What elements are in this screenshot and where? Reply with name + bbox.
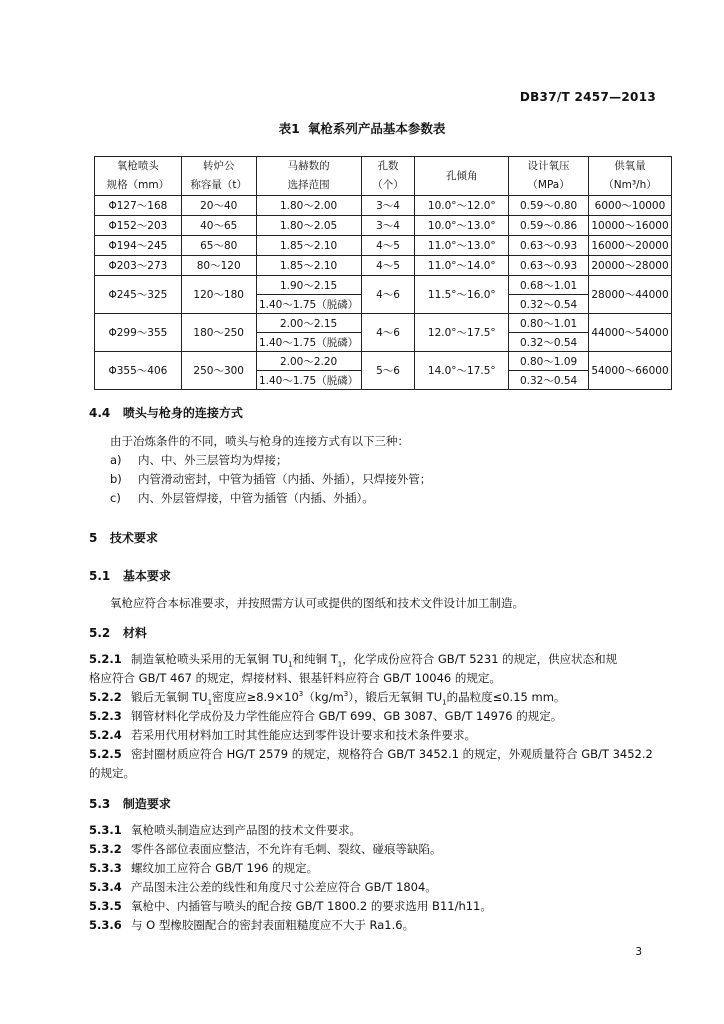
- flow-cell: 6000～10000: [588, 196, 671, 216]
- table-caption: [0, 119, 724, 137]
- pressure-cell: 0.80～1.09: [509, 352, 589, 371]
- paragraph-5-2-1-continued: 格应符合 GB/T 467 的规定，焊接材料、银基钎料应符合 GB/T 10046 的规定。: [89, 671, 501, 685]
- header-cell-angle: 孔倾角: [415, 157, 509, 196]
- capacity-cell: 180～250: [181, 314, 256, 352]
- table-row: [95, 276, 672, 295]
- flow-cell: 44000～54000: [588, 314, 671, 352]
- holes-cell: 4～5: [361, 256, 415, 276]
- parameter-table: [94, 156, 672, 390]
- mach-cell: 2.00～2.20: [256, 352, 361, 371]
- spec-cell: Φ355～406: [95, 352, 182, 390]
- table-row: [95, 216, 672, 236]
- table-row: [95, 256, 672, 276]
- capacity-cell: 20～40: [181, 196, 256, 216]
- section-5-2-heading: 5.2 材料: [89, 626, 147, 640]
- holes-cell: 3～4: [361, 196, 415, 216]
- section-5-1-text: 氧枪应符合本标准要求，并按照需方认可或提供的图纸和技术文件设计加工制造。: [110, 596, 524, 610]
- section-5-heading: 5 技术要求: [89, 531, 158, 545]
- mach-cell: 1.40～1.75（脱磷）: [256, 371, 361, 390]
- mach-cell: 2.00～2.15: [256, 314, 361, 333]
- angle-cell: 10.0°～13.0°: [415, 216, 509, 236]
- angle-cell: 10.0°～12.0°: [415, 196, 509, 216]
- paragraph-5-3-1: 5.3.1 氧枪喷头制造应达到产品图的技术文件要求。: [89, 823, 361, 837]
- spec-cell: Φ152～203: [95, 216, 182, 236]
- capacity-cell: 120～180: [181, 276, 256, 314]
- angle-cell: 14.0°～17.5°: [415, 352, 509, 390]
- spec-cell: Φ127～168: [95, 196, 182, 216]
- flow-unit: （Nm³/h）: [603, 179, 657, 191]
- paragraph-5-2-5: 5.2.5 密封圈材质应符合 HG/T 2579 的规定，规格符合 GB/T 3452.1 的规定，外观质量符合 GB/T 3452.2: [89, 747, 653, 761]
- spec-cell: Φ245～325: [95, 276, 182, 314]
- table-row: [95, 314, 672, 333]
- pressure-cell: 0.32～0.54: [509, 371, 589, 390]
- spec-cell: Φ299～355: [95, 314, 182, 352]
- pressure-cell: 0.63～0.93: [509, 256, 589, 276]
- section-4-4-heading: 4.4 喷头与枪身的连接方式: [89, 406, 243, 420]
- paragraph-5-2-2: 5.2.2 锻后无氧铜 $TU_1$密度应$\ge 8.9\times 10^3(kg/m^3)$，锻后无氧铜 $TU_1$的晶粒度≤0.15 mm。: [89, 690, 566, 707]
- paragraph-5-3-4: 5.3.4 产品图未注公差的线性和角度尺寸公差应符合 GB/T 1804。: [89, 880, 437, 894]
- header-cell-holes: 孔数 （个）: [361, 157, 415, 196]
- pressure-cell: 0.32～0.54: [509, 333, 589, 352]
- holes-cell: 5～6: [361, 352, 415, 390]
- page-number: 3: [635, 946, 642, 958]
- mach-cell: 1.85～2.10: [256, 236, 361, 256]
- paragraph-5-3-3: 5.3.3 螺纹加工应符合 GB/T 196 的规定。: [89, 861, 319, 875]
- paragraph-5-3-6: 5.3.6 与 O 型橡胶圈配合的密封表面粗糙度应不大于 Ra1.6。: [89, 918, 415, 932]
- table-header-row: [95, 157, 672, 196]
- flow-cell: 54000～66000: [588, 352, 671, 390]
- flow-cell: 20000～28000: [588, 256, 671, 276]
- paragraph-5-3-5: 5.3.5 氧枪中、内插管与喷头的配合按 GB/T 1800.2 的要求选用 B11/h11。: [89, 899, 492, 913]
- paragraph-5-2-1: 5.2.1 制造氧枪喷头采用的无氧铜 $TU_1$和纯铜 $T_1$，化学成份应符合 GB/T 5231 的规定，供应状态和规: [89, 652, 618, 669]
- table-caption-title: 氧枪系列产品基本参数表: [307, 121, 446, 136]
- flow-cell: 16000～20000: [588, 236, 671, 256]
- mach-cell: 1.80～2.05: [256, 216, 361, 236]
- paragraph-5-2-4: 5.2.4 若采用代用材料加工时其性能应达到零件设计要求和技术条件要求。: [89, 728, 476, 742]
- capacity-cell: 80～120: [181, 256, 256, 276]
- mach-cell: 1.40～1.75（脱磷）: [256, 333, 361, 352]
- capacity-cell: 250～300: [181, 352, 256, 390]
- paragraph-5-3-2: 5.3.2 零件各部位表面应整洁，不允许有毛刺、裂纹、碰痕等缺陷。: [89, 842, 442, 856]
- section-5-3-heading: 5.3 制造要求: [89, 797, 171, 811]
- pressure-cell: 0.32～0.54: [509, 295, 589, 314]
- section-4-4-intro: 由于冶炼条件的不同，喷头与枪身的连接方式有以下三种：: [110, 434, 409, 448]
- list-item-b: b) 内管滑动密封，中管为插管（内插、外插），只焊接外管；: [110, 472, 432, 486]
- mach-cell: 1.90～2.15: [256, 276, 361, 295]
- spec-cell: Φ194～245: [95, 236, 182, 256]
- flow-cell: 10000～16000: [588, 216, 671, 236]
- document-code: DB37/T 2457—2013: [519, 90, 656, 104]
- angle-cell: 11.0°～14.0°: [415, 256, 509, 276]
- angle-cell: 11.5°～16.0°: [415, 276, 509, 314]
- mach-cell: 1.85～2.10: [256, 256, 361, 276]
- pressure-cell: 0.63～0.93: [509, 236, 589, 256]
- table-row: [95, 196, 672, 216]
- header-cell-capacity: 转炉公 称容量（t）: [181, 157, 256, 196]
- holes-cell: 3～4: [361, 216, 415, 236]
- angle-cell: 12.0°～17.5°: [415, 314, 509, 352]
- pressure-cell: 0.59～0.80: [509, 196, 589, 216]
- header-cell-pressure: 设计氧压 （MPa）: [509, 157, 589, 196]
- table-row: [95, 236, 672, 256]
- mach-cell: 1.40～1.75（脱磷）: [256, 295, 361, 314]
- mach-cell: 1.80～2.00: [256, 196, 361, 216]
- holes-cell: 4～5: [361, 236, 415, 256]
- capacity-cell: 65～80: [181, 236, 256, 256]
- list-item-c: c) 内、外层管焊接，中管为插管（内插、外插）。: [110, 491, 374, 505]
- pressure-cell: 0.80～1.01: [509, 314, 589, 333]
- table-row: [95, 352, 672, 371]
- holes-cell: 4～6: [361, 276, 415, 314]
- paragraph-5-2-5-continued: 的规定。: [89, 766, 135, 780]
- section-5-1-heading: 5.1 基本要求: [89, 569, 171, 583]
- paragraph-5-2-3: 5.2.3 钢管材料化学成份及力学性能应符合 GB/T 699、GB 3087、GB/T 14976 的规定。: [89, 709, 563, 723]
- holes-cell: 4～6: [361, 314, 415, 352]
- flow-cell: 28000～44000: [588, 276, 671, 314]
- list-item-a: a) 内、中、外三层管均为焊接；: [110, 453, 288, 467]
- capacity-cell: 40～65: [181, 216, 256, 236]
- header-cell-spec: 氧枪喷头 规格（mm）: [95, 157, 182, 196]
- table-caption-number: 表1: [278, 121, 300, 136]
- pressure-cell: 0.59～0.86: [509, 216, 589, 236]
- spec-cell: Φ203～273: [95, 256, 182, 276]
- header-cell-flow: 供氧量 （Nm³/h）: [588, 157, 671, 196]
- pressure-cell: 0.68～1.01: [509, 276, 589, 295]
- header-cell-mach: 马赫数的 选择范围: [256, 157, 361, 196]
- angle-cell: 11.0°～13.0°: [415, 236, 509, 256]
